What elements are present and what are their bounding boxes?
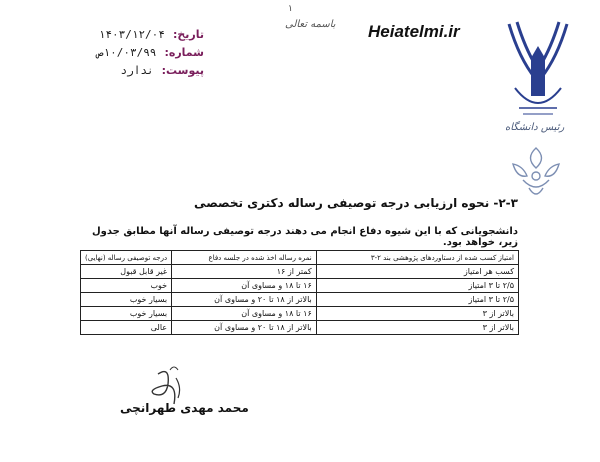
basmala: باسمه تعالی [285, 19, 336, 30]
table-row [81, 321, 519, 335]
site-watermark: Heiatelmi.ir [368, 22, 460, 41]
meta-date-label: تاریخ: [172, 28, 204, 41]
handwritten-signature-icon [118, 364, 228, 424]
table-cell: ۲/۵ تا ۳ امتیاز [316, 293, 518, 307]
table-cell: بالاتر از ۱۸ تا ۲۰ و مساوی آن [172, 293, 317, 307]
meta-date-value: ۱۴۰۳/۱۲/۰۴ [98, 28, 165, 41]
grading-table [80, 250, 519, 335]
table-cell: کسب هر امتیاز [316, 265, 518, 279]
table-header-cell: امتیاز کسب شده از دستاوردهای پژوهشی بند ۲-۳ [316, 251, 518, 265]
table-cell: ۲/۵ تا ۳ امتیاز [316, 279, 518, 293]
table-row [81, 307, 519, 321]
table-header-cell: نمره رساله اخذ شده در جلسه دفاع [172, 251, 317, 265]
table-header-cell: درجه توصیفی رساله (نهایی) [81, 251, 172, 265]
table-cell: بسیار خوب [81, 293, 172, 307]
table-row [81, 293, 519, 307]
meta-number-value: ۱۰/۰۳/۹۹ص [96, 46, 157, 59]
table-row [81, 265, 519, 279]
table-cell: ۱۶ تا ۱۸ و مساوی آن [172, 279, 317, 293]
meta-date [72, 28, 204, 41]
table-cell: غیر قابل قبول [81, 265, 172, 279]
table-cell: خوب [81, 279, 172, 293]
meta-number [72, 46, 204, 59]
section-heading: ۲-۳- نحوه ارزیابی درجه توصیفی رساله دکتری تخصصی [194, 196, 518, 210]
table-cell: عالی [81, 321, 172, 335]
signatory-name: محمد مهدی طهرانچی [120, 401, 249, 415]
meta-attachment-label: پیوست: [161, 64, 204, 77]
page-number: ۱ [288, 4, 293, 14]
table-cell: بسیار خوب [81, 307, 172, 321]
university-emblem-icon [505, 18, 571, 130]
meta-number-label: شماره: [164, 46, 204, 59]
table-row [81, 279, 519, 293]
section-paragraph: دانشجویانی که با این شیوه دفاع انجام می دهند درجه توصیفی رساله آنها مطابق جدول زیر، خواهد بود. [91, 226, 518, 248]
table-cell: بالاتر از ۳ [316, 307, 518, 321]
meta-attachment-value: ندارد [120, 64, 154, 77]
table-cell: کمتر از ۱۶ [172, 265, 317, 279]
table-header-row [81, 251, 519, 265]
decorative-ornament-icon [505, 146, 567, 202]
meta-attachment [72, 64, 204, 77]
signature-caption: رئیس دانشگاه [505, 122, 565, 133]
table-cell: بالاتر از ۳ [316, 321, 518, 335]
table-cell: بالاتر از ۱۸ تا ۲۰ و مساوی آن [172, 321, 317, 335]
table-cell: ۱۶ تا ۱۸ و مساوی آن [172, 307, 317, 321]
